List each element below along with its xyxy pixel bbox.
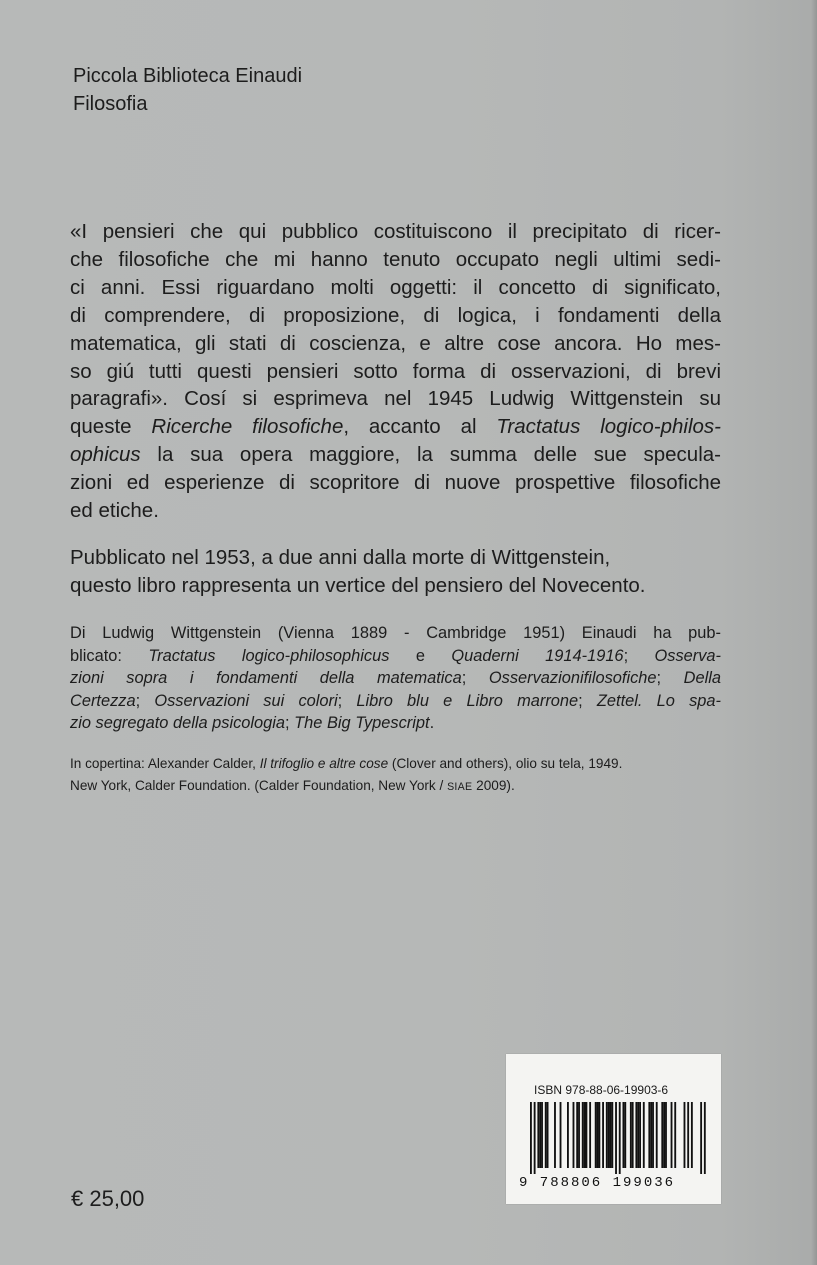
blurb-line: «I pensieri che qui pubblico costituiscono il precipitato di ricer- xyxy=(70,220,721,243)
barcode-bars xyxy=(520,1102,710,1174)
isbn-text: ISBN 978-88-06-19903-6 xyxy=(534,1083,669,1097)
book-title-italic: Osservazioni sui colori xyxy=(154,691,338,710)
book-title-italic: Tractatus logico-philosophicus xyxy=(148,646,390,665)
barcode-bar xyxy=(639,1102,641,1168)
book-title-italic: Zettel. Lo spa- xyxy=(596,691,721,710)
blurb-line xyxy=(70,441,721,469)
book-title-italic: Ricerche filosofiche xyxy=(151,415,344,439)
barcode-bar xyxy=(582,1102,584,1168)
barcode-bar xyxy=(652,1102,654,1168)
credit-text: In copertina: Alexander Calder, xyxy=(70,756,260,771)
barcode-bar xyxy=(648,1102,650,1168)
credit-text: (Clover and others), olio su tela, 1949. xyxy=(388,756,623,771)
bibliography-text: ; xyxy=(623,646,655,665)
barcode-bar xyxy=(573,1102,575,1168)
publication-line: Pubblicato nel 1953, a due anni dalla morte di Wittgenstein, xyxy=(70,546,611,569)
barcode-bar xyxy=(700,1102,702,1174)
bibliography-paragraph xyxy=(70,622,721,735)
barcode-bar xyxy=(541,1102,543,1168)
bibliography-line: Di Ludwig Wittgenstein (Vienna 1889 - Cambridge 1951) Einaudi ha pub- xyxy=(70,624,721,642)
bibliography-text: ; xyxy=(135,691,155,710)
barcode-bar xyxy=(687,1102,689,1168)
barcode-label xyxy=(506,1054,721,1204)
barcode-bar xyxy=(615,1102,617,1174)
blurb-paragraph xyxy=(70,218,721,525)
barcode-bar xyxy=(671,1102,673,1168)
blurb-line: di comprendere, di proposizione, di logica, i fondamenti della xyxy=(70,303,721,327)
book-title-italic: Tractatus logico-philos- xyxy=(496,415,721,439)
barcode-bar xyxy=(530,1102,532,1174)
barcode-bar xyxy=(656,1102,658,1168)
barcode-bar xyxy=(547,1102,549,1168)
barcode-bar xyxy=(534,1102,536,1174)
credit-line xyxy=(70,775,721,799)
barcode-bar xyxy=(586,1102,588,1168)
blurb-text: la sua opera maggiore, la summa delle sue specula- xyxy=(140,443,721,467)
barcode-bar xyxy=(630,1102,632,1168)
barcode-bar xyxy=(576,1102,578,1168)
barcode-bar xyxy=(610,1102,612,1168)
bibliography-text: ; xyxy=(461,669,489,688)
barcode-bar xyxy=(665,1102,667,1168)
barcode-bar xyxy=(623,1102,625,1168)
publication-paragraph xyxy=(70,544,721,600)
barcode-bar xyxy=(584,1102,586,1168)
barcode-bar xyxy=(578,1102,580,1168)
artwork-title-italic: Il trifoglio e altre cose xyxy=(259,756,389,771)
barcode-bar xyxy=(619,1102,621,1174)
barcode-bar xyxy=(635,1102,637,1168)
bibliography-text: e xyxy=(389,646,452,665)
bibliography-line xyxy=(70,690,721,713)
barcode-bar xyxy=(691,1102,693,1168)
blurb-text: queste xyxy=(70,415,152,439)
publication-line: questo libro rappresenta un vertice del pensiero del Novecento. xyxy=(70,573,646,597)
barcode-bar xyxy=(643,1102,645,1168)
bibliography-line xyxy=(70,712,721,735)
book-title-italic: zioni sopra i fondamenti della matematica xyxy=(70,669,462,688)
barcode-bar xyxy=(674,1102,676,1168)
barcode-bar xyxy=(598,1102,600,1168)
barcode-bar xyxy=(554,1102,556,1168)
bibliography-line xyxy=(70,645,721,668)
series-title xyxy=(73,62,302,118)
barcode-bar xyxy=(567,1102,569,1168)
blurb-line: matematica, gli stati di coscienza, e altre cose ancora. Ho mes- xyxy=(70,331,721,355)
bibliography-text: . xyxy=(429,714,435,733)
barcode-bar xyxy=(608,1102,610,1168)
credit-text: 2009). xyxy=(472,777,515,793)
cover-edge-shadow xyxy=(811,0,817,1265)
barcode-bar xyxy=(537,1102,539,1168)
bibliography-line xyxy=(70,667,721,690)
cover-credit-paragraph xyxy=(70,753,721,798)
blurb-line: zioni ed esperienze di scopritore di nuove prospettive filosofiche xyxy=(70,471,721,495)
barcode-bar xyxy=(606,1102,608,1168)
barcode-bar xyxy=(637,1102,639,1168)
book-title-italic: Certezza xyxy=(70,691,136,710)
book-title-italic: The Big Typescript xyxy=(294,714,430,733)
barcode-bar xyxy=(589,1102,591,1168)
book-title-italic: Libro blu e Libro marrone xyxy=(356,691,579,710)
book-title-italic: Osserva- xyxy=(654,646,721,665)
bibliography-text: ; xyxy=(656,669,684,688)
bibliography-text: ; xyxy=(285,714,295,733)
book-title-italic: ophicus xyxy=(70,443,141,467)
blurb-line: ed etiche. xyxy=(70,499,159,523)
barcode-bar xyxy=(632,1102,634,1168)
bibliography-text: ; xyxy=(337,691,357,710)
blurb-line xyxy=(70,413,721,441)
barcode-bar xyxy=(704,1102,706,1174)
bibliography-text: blicato: xyxy=(70,646,149,665)
series-subject: Filosofia xyxy=(73,93,148,115)
barcode-bar xyxy=(597,1102,599,1168)
blurb-text: , accanto al xyxy=(343,415,497,439)
barcode-bar xyxy=(602,1102,604,1168)
bibliography-text: ; xyxy=(578,691,597,710)
credit-line xyxy=(70,753,721,775)
blurb-line: che filosofiche che mi hanno tenuto occupato negli ultimi sedi- xyxy=(70,247,721,271)
barcode-bar xyxy=(611,1102,613,1168)
barcode-bar xyxy=(684,1102,686,1168)
barcode-bar xyxy=(539,1102,541,1168)
barcode-bar xyxy=(663,1102,665,1168)
ean-number: 9 788806 199036 xyxy=(519,1175,676,1191)
barcode-bar xyxy=(624,1102,626,1168)
credit-smallcaps: SIAE xyxy=(447,780,473,793)
blurb-line: paragrafi». Cosí si esprimeva nel 1945 Ludwig Wittgenstein su xyxy=(70,387,721,411)
barcode-bar xyxy=(661,1102,663,1168)
series-name: Piccola Biblioteca Einaudi xyxy=(73,65,303,87)
price-label: € 25,00 xyxy=(71,1186,145,1211)
barcode-bar xyxy=(595,1102,597,1168)
barcode-bar xyxy=(650,1102,652,1168)
book-title-italic: zio segregato della psicologia xyxy=(70,714,286,733)
book-title-italic: Quaderni 1914-1916 xyxy=(451,646,624,665)
barcode-bar xyxy=(545,1102,547,1168)
blurb-line: ci anni. Essi riguardano molti oggetti: il concetto di significato, xyxy=(70,275,721,299)
barcode-bar xyxy=(560,1102,562,1168)
blurb-line: so giú tutti questi pensieri sotto forma di osservazioni, di brevi xyxy=(70,359,721,383)
credit-text: New York, Calder Foundation. (Calder Foundation, New York / xyxy=(70,777,448,793)
book-title-italic: Osservazionifilosofiche xyxy=(488,669,657,688)
book-title-italic: Della xyxy=(683,669,722,688)
